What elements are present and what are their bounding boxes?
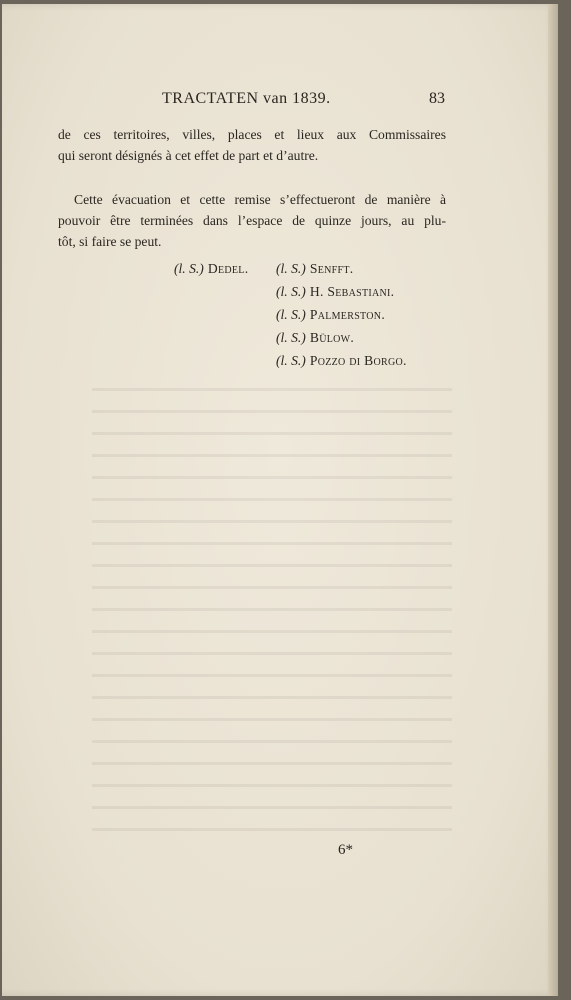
text-line: pouvoir être terminées dans l’espace de quinze jours, au plu- [58,213,446,228]
signature-bulow [276,330,354,346]
signatory-name: Palmerston. [309,307,386,322]
text-line: de ces territoires, villes, places et lieux aux Commissaires [58,127,446,142]
seal-mark: (l. S.) [276,307,306,322]
seal-mark: (l. S.) [276,261,306,276]
paragraph-1 [58,124,446,166]
show-through-text [92,374,452,834]
signatory-name: Senfft. [309,261,354,276]
signatory-name: H. Sebastiani. [309,284,395,299]
seal-mark: (l. S.) [276,284,306,299]
signature-sebastiani [276,284,394,300]
text-line: qui seront désignés à cet effet de part et d’autre. [58,148,319,163]
page-number: 83 [429,90,445,107]
signatory-name: Bülow. [309,330,355,345]
signatory-name: Pozzo di Borgo. [309,353,407,368]
signature-palmerston [276,307,385,323]
document-page [2,4,558,996]
printer-signature-mark: 6* [338,842,353,858]
seal-mark: (l. S.) [276,330,306,345]
signature-pozzo-di-borgo [276,353,407,369]
signature-dedel [174,261,248,277]
signatory-name: Dedel. [207,261,249,276]
seal-mark: (l. S.) [174,261,204,276]
text-line: Cette évacuation et cette remise s’effectueront de manière à [74,192,446,207]
seal-mark: (l. S.) [276,353,306,368]
signature-senfft [276,261,353,277]
page-spine-shadow [548,4,558,996]
running-title: TRACTATEN van 1839. [162,90,331,107]
paragraph-2 [58,189,446,252]
text-line: tôt, si faire se peut. [58,234,162,249]
